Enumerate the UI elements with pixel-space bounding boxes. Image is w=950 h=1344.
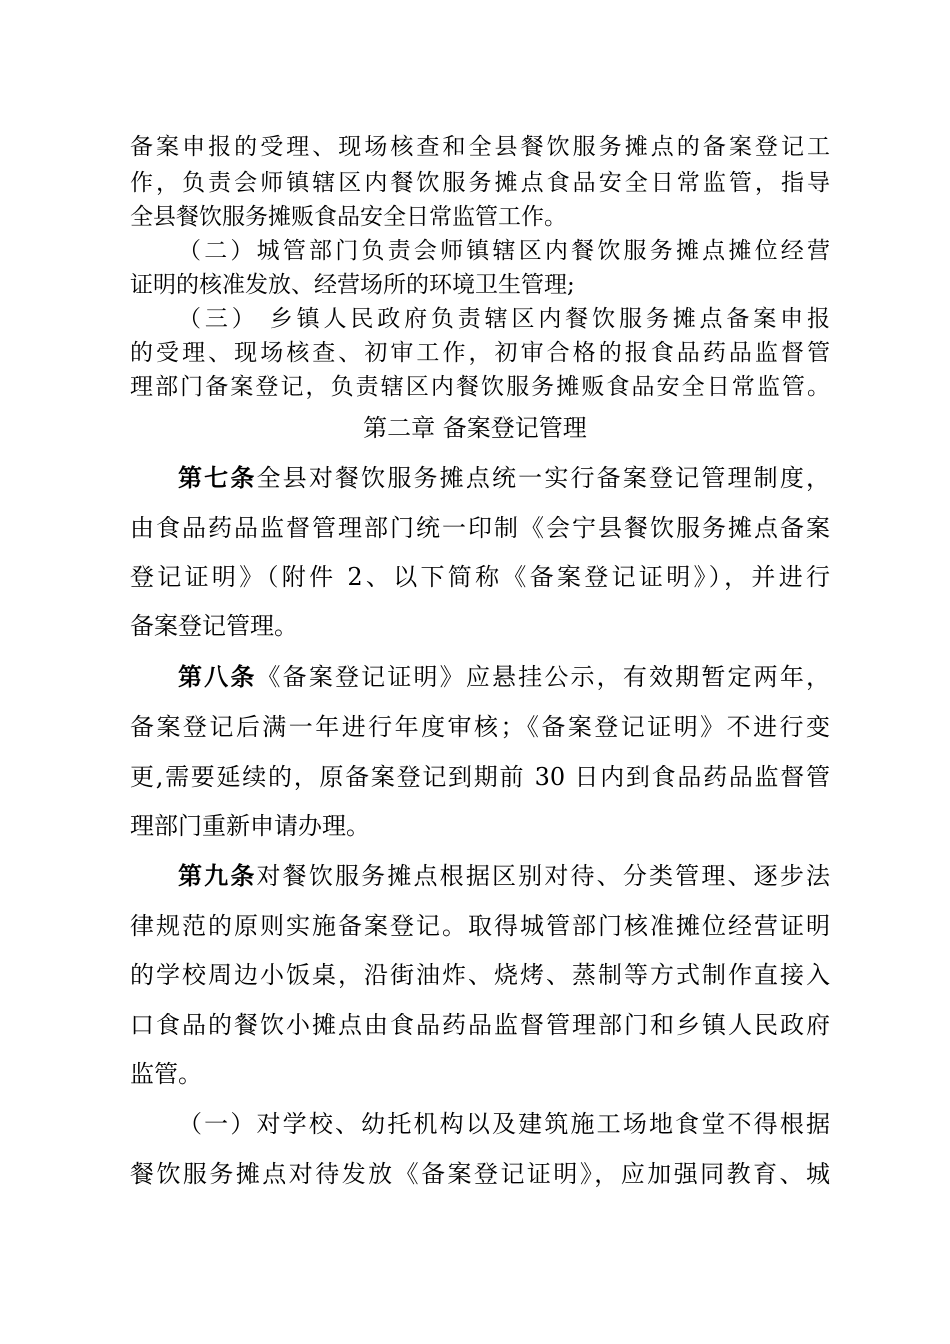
article-first-line: [178, 856, 830, 891]
article-first-line: [178, 458, 830, 493]
article-label: 第七条: [178, 463, 257, 492]
chapter-heading: 第二章 备案登记管理: [363, 414, 587, 442]
text-line: 由食品药品监督管理部门统一印制《会宁县餐饮服务摊点备案: [130, 514, 830, 542]
text-line: 律规范的原则实施备案登记。取得城管部门核准摊位经营证明: [130, 912, 830, 940]
text-line: 备案登记后满一年进行年度审核；《备案登记证明》不进行变: [130, 713, 830, 741]
article-text: 全县对餐饮服务摊点统一实行备案登记管理制度，: [256, 464, 830, 492]
article-label: 第九条: [178, 861, 257, 890]
text-line: 备案申报的受理、现场核查和全县餐饮服务摊点的备案登记工: [130, 134, 830, 160]
text-line: 作，负责会师镇辖区内餐饮服务摊点食品安全日常监管，指导: [130, 170, 830, 196]
text-line: 登记证明》（附件 2、以下简称《备案登记证明》），并进行: [130, 563, 830, 591]
text-line: 监管。: [130, 1060, 202, 1088]
text-line: 备案登记管理。: [130, 612, 298, 640]
text-line: （一）对学校、幼托机构以及建筑施工场地食堂不得根据: [178, 1110, 830, 1138]
text-line: 全县餐饮服务摊贩食品安全日常监管工作。: [130, 204, 567, 230]
article-first-line: [178, 657, 830, 692]
text-line: 更,需要延续的，原备案登记到期前 30 日内到食品药品监督管: [130, 763, 830, 791]
article-text: 《备案登记证明》应悬挂公示，有效期暂定两年，: [256, 663, 830, 691]
article-text: 对餐饮服务摊点根据区别对待、分类管理、逐步法: [256, 862, 830, 890]
text-line: 餐饮服务摊点对待发放《备案登记证明》，应加强同教育、城: [130, 1160, 830, 1188]
article-label: 第八条: [178, 662, 257, 691]
text-line: 理部门重新申请办理。: [130, 812, 370, 840]
text-line: （二）城管部门负责会师镇辖区内餐饮服务摊点摊位经营: [178, 238, 830, 264]
text-line: 理部门备案登记，负责辖区内餐饮服务摊贩食品安全日常监管。: [130, 374, 830, 400]
text-line: 口食品的餐饮小摊点由食品药品监督管理部门和乡镇人民政府: [130, 1011, 830, 1039]
text-line: （三） 乡镇人民政府负责辖区内餐饮服务摊点备案申报: [178, 306, 830, 332]
text-line: 证明的核准发放、经营场所的环境卫生管理;: [130, 272, 575, 298]
text-line: 的受理、现场核查、初审工作，初审合格的报食品药品监督管: [130, 340, 830, 366]
text-line: 的学校周边小饭桌，沿街油炸、烧烤、蒸制等方式制作直接入: [130, 961, 830, 989]
